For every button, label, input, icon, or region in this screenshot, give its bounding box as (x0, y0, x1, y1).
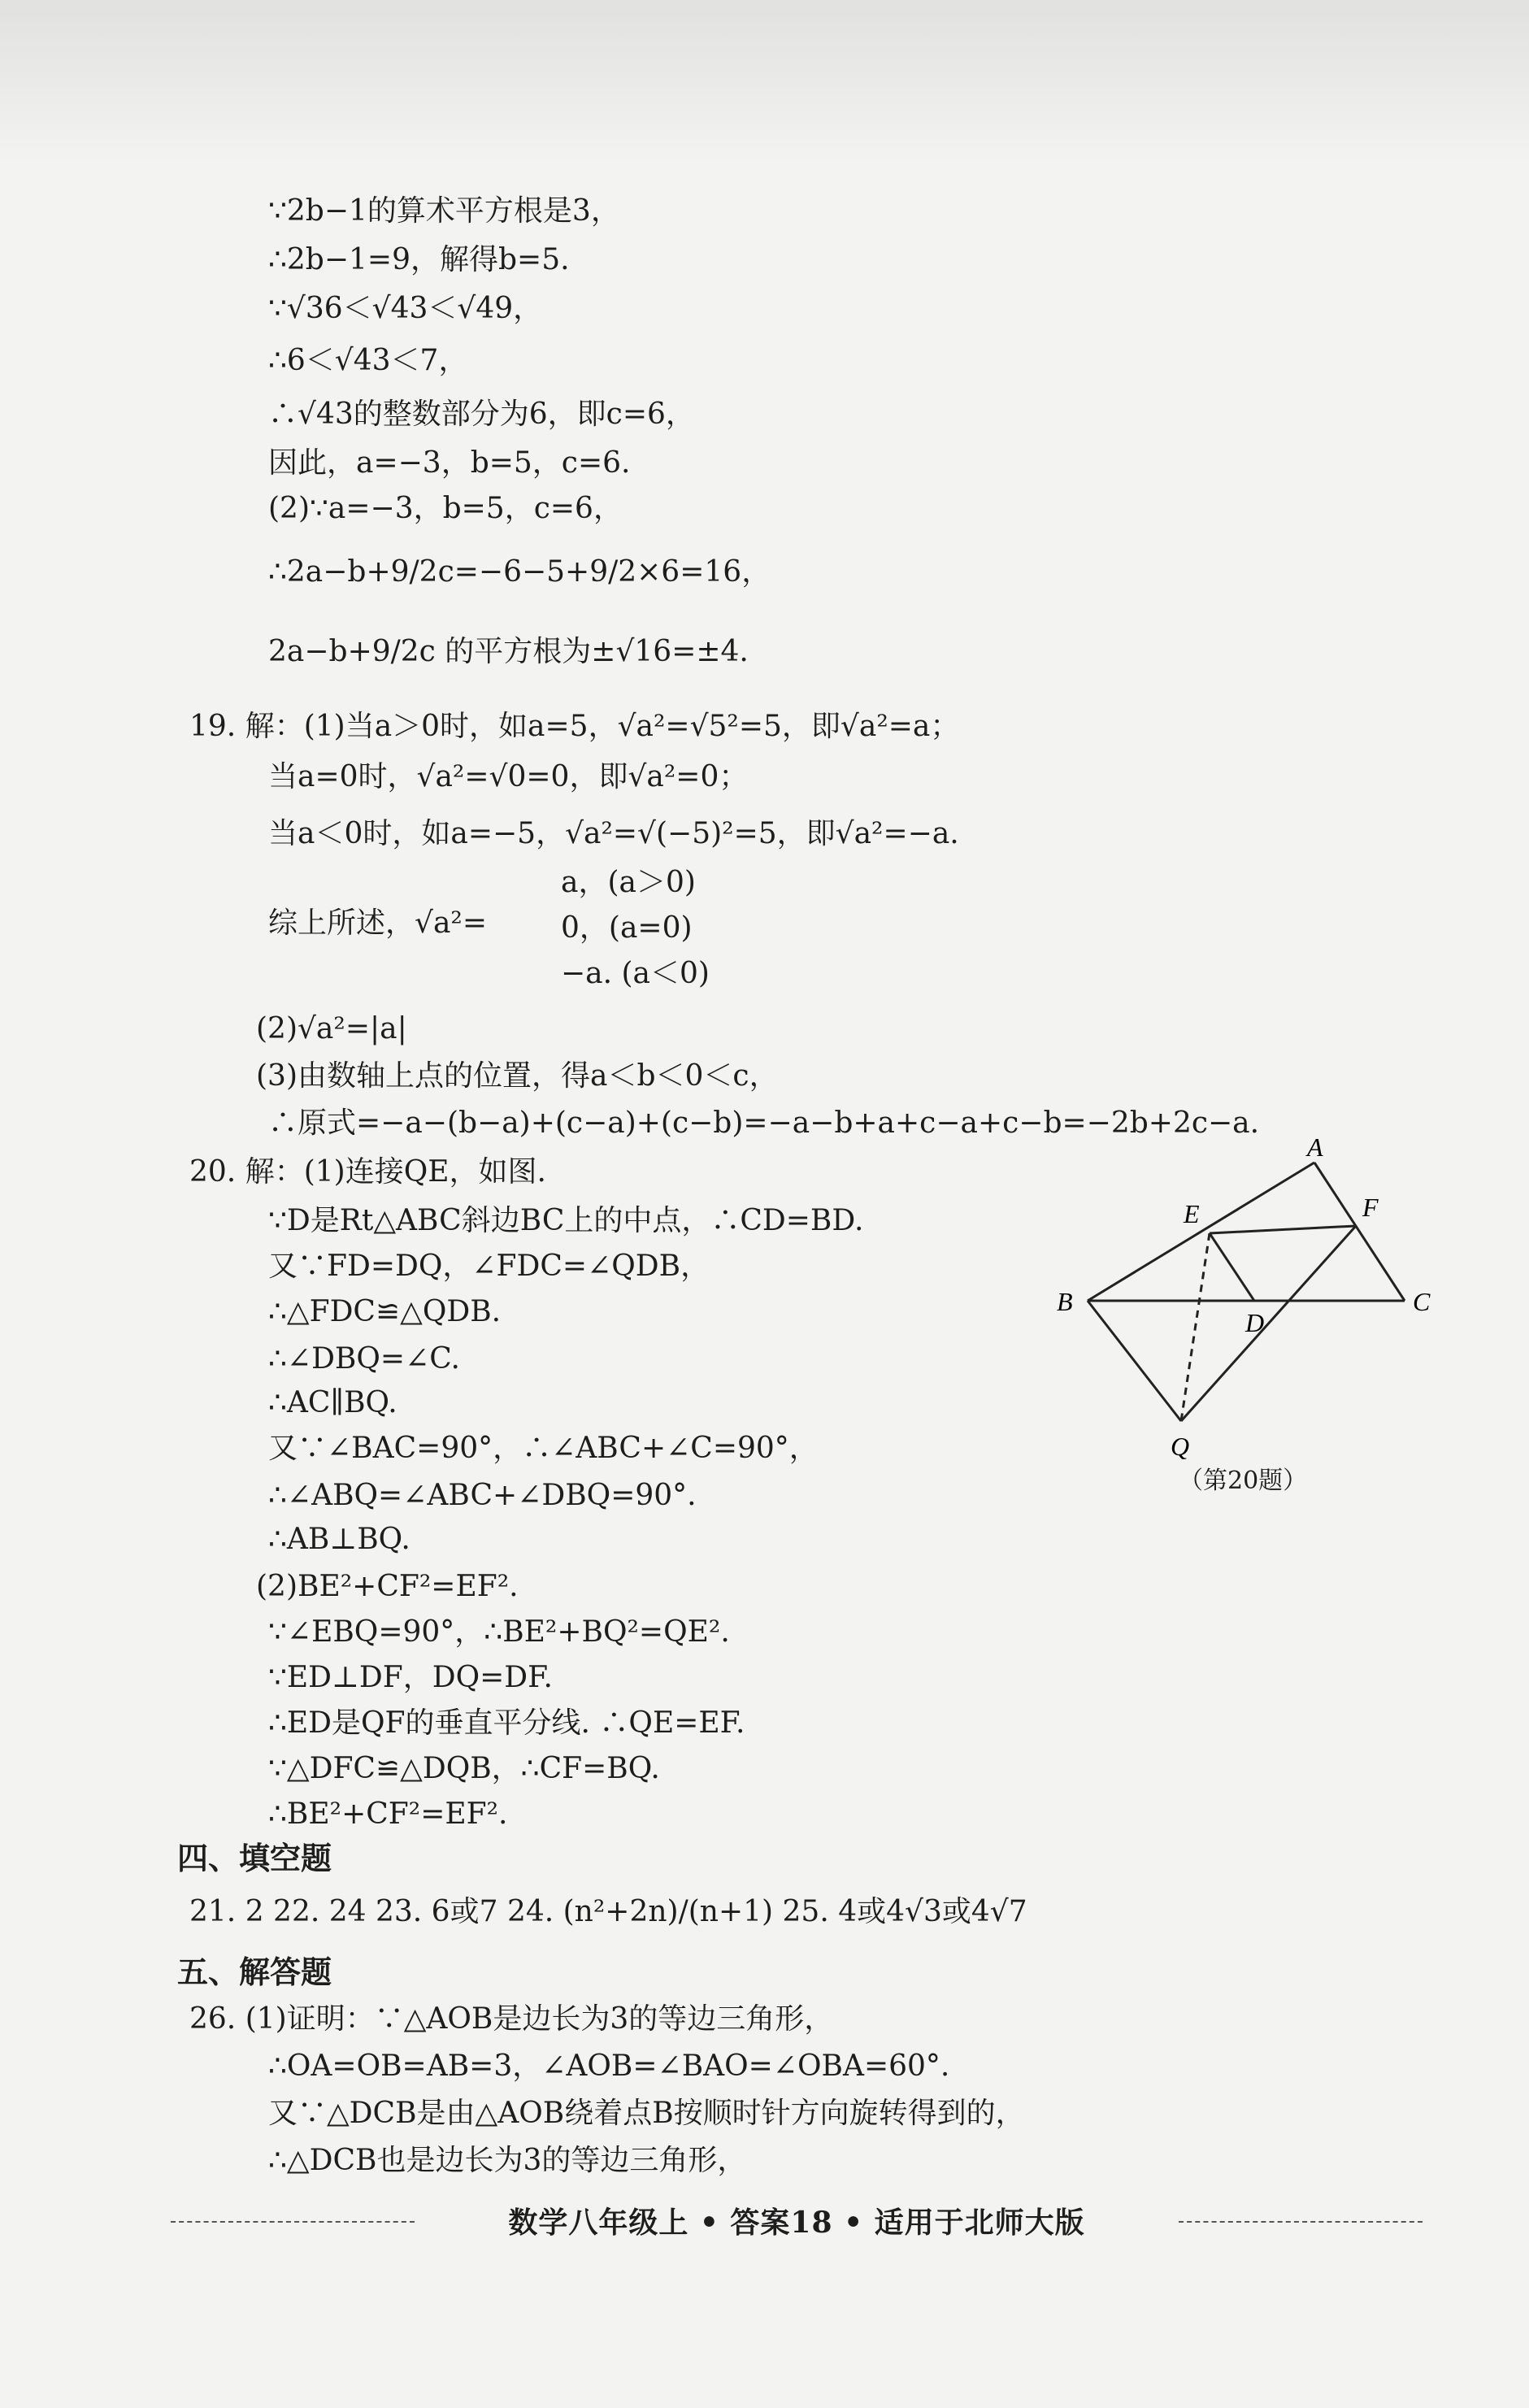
text-line: (3)由数轴上点的位置，得a＜b＜0＜c， (256, 1059, 779, 1093)
geometry-figure (1049, 1130, 1455, 1471)
text-line: 20. 解：(1)连接QE，如图. (189, 1155, 546, 1189)
text-line: ∵√36＜√43＜√49， (268, 292, 543, 325)
text-line: ∴∠ABQ=∠ABC+∠DBQ=90°. (268, 1479, 697, 1512)
text-line: ∴BE²+CF²=EF². (268, 1797, 508, 1831)
text-line: ∵ED⊥DF，DQ=DF. (268, 1661, 553, 1694)
text-line: 又∵△DCB是由△AOB绕着点B按顺时针方向旋转得到的， (268, 2097, 1025, 2130)
footer-text: 数学八年级上 • 答案18 • 适用于北师大版 (508, 2206, 1085, 2240)
text-line: (2)∵a=−3，b=5，c=6， (268, 492, 623, 525)
text-line: 26. (1)证明：∵△AOB是边长为3的等边三角形， (189, 2002, 834, 2036)
text-line: 综上所述，√a²= (268, 906, 487, 940)
text-line: a，(a＞0) (561, 866, 696, 899)
section-heading: 五、解答题 (177, 1954, 332, 1990)
segment-ef (1210, 1226, 1356, 1233)
text-line: ∴AC∥BQ. (268, 1386, 397, 1419)
triangle-diagram (1049, 1130, 1455, 1471)
text-line: −a. (a＜0) (561, 957, 710, 990)
label-c: C (1413, 1287, 1431, 1316)
text-line: ∵D是Rt△ABC斜边BC上的中点，∴CD=BD. (268, 1204, 864, 1237)
segment-qf (1181, 1226, 1356, 1421)
figure-caption: （第20题） (1179, 1467, 1308, 1495)
text-line: ∴√43的整数部分为6，即c=6， (268, 398, 695, 431)
text-line: 2a−b+9/2c 的平方根为±√16=±4. (268, 635, 749, 668)
segment-ac (1314, 1163, 1405, 1301)
text-line: ∴2a−b+9/2c=−6−5+9/2×6=16， (268, 555, 771, 589)
label-d: D (1245, 1308, 1265, 1337)
segment-ed (1210, 1233, 1254, 1301)
label-q: Q (1171, 1432, 1190, 1461)
text-line: ∴6＜√43＜7， (268, 344, 468, 377)
text-line: ∵2b−1的算术平方根是3， (268, 194, 620, 228)
segment-bq (1088, 1301, 1181, 1421)
text-line: ∴△DCB也是边长为3的等边三角形， (268, 2144, 747, 2177)
footer-dash-right (1179, 2221, 1423, 2223)
text-line: 19. 解：(1)当a＞0时，如a=5，√a²=√5²=5，即√a²=a； (189, 710, 960, 743)
text-line: (2)√a²=|a| (256, 1012, 407, 1045)
text-line: 又∵∠BAC=90°，∴∠ABC+∠C=90°， (268, 1432, 819, 1465)
label-e: E (1184, 1199, 1200, 1228)
text-line: (2)BE²+CF²=EF². (256, 1570, 519, 1603)
scan-shade (0, 0, 1529, 163)
text-line: ∵∠EBQ=90°，∴BE²+BQ²=QE². (268, 1615, 730, 1649)
text-line: 21. 2 22. 24 23. 6或7 24. (n²+2n)/(n+1) 25. 4或4√3或4√7 (189, 1895, 1027, 1928)
text-line: ∴2b−1=9，解得b=5. (268, 243, 570, 276)
text-line: ∴∠DBQ=∠C. (268, 1342, 460, 1376)
text-line: 当a=0时，√a²=√0=0，即√a²=0； (268, 760, 749, 793)
section-heading: 四、填空题 (177, 1841, 332, 1876)
text-line: ∵△DFC≌△DQB，∴CF=BQ. (268, 1752, 660, 1785)
text-line: 又∵FD=DQ，∠FDC=∠QDB， (268, 1250, 710, 1283)
page-footer (171, 2195, 1423, 2244)
text-line: 0，(a=0) (561, 911, 693, 945)
text-line: ∴AB⊥BQ. (268, 1523, 410, 1556)
text-line: 当a＜0时，如a=−5，√a²=√(−5)²=5，即√a²=−a. (268, 817, 959, 850)
text-line: ∴OA=OB=AB=3，∠AOB=∠BAO=∠OBA=60°. (268, 2049, 950, 2083)
segment-ab (1088, 1163, 1314, 1301)
text-line: ∴ED是QF的垂直平分线. ∴QE=EF. (268, 1706, 745, 1740)
text-line: ∴△FDC≌△QDB. (268, 1295, 502, 1328)
label-a: A (1307, 1132, 1323, 1162)
label-b: B (1057, 1287, 1073, 1316)
text-line: 因此，a=−3，b=5，c=6. (268, 446, 631, 480)
label-f: F (1362, 1193, 1379, 1222)
text-line: ∴原式=−a−(b−a)+(c−a)+(c−b)=−a−b+a+c−a+c−b=−2b+2c−a. (268, 1106, 1260, 1140)
